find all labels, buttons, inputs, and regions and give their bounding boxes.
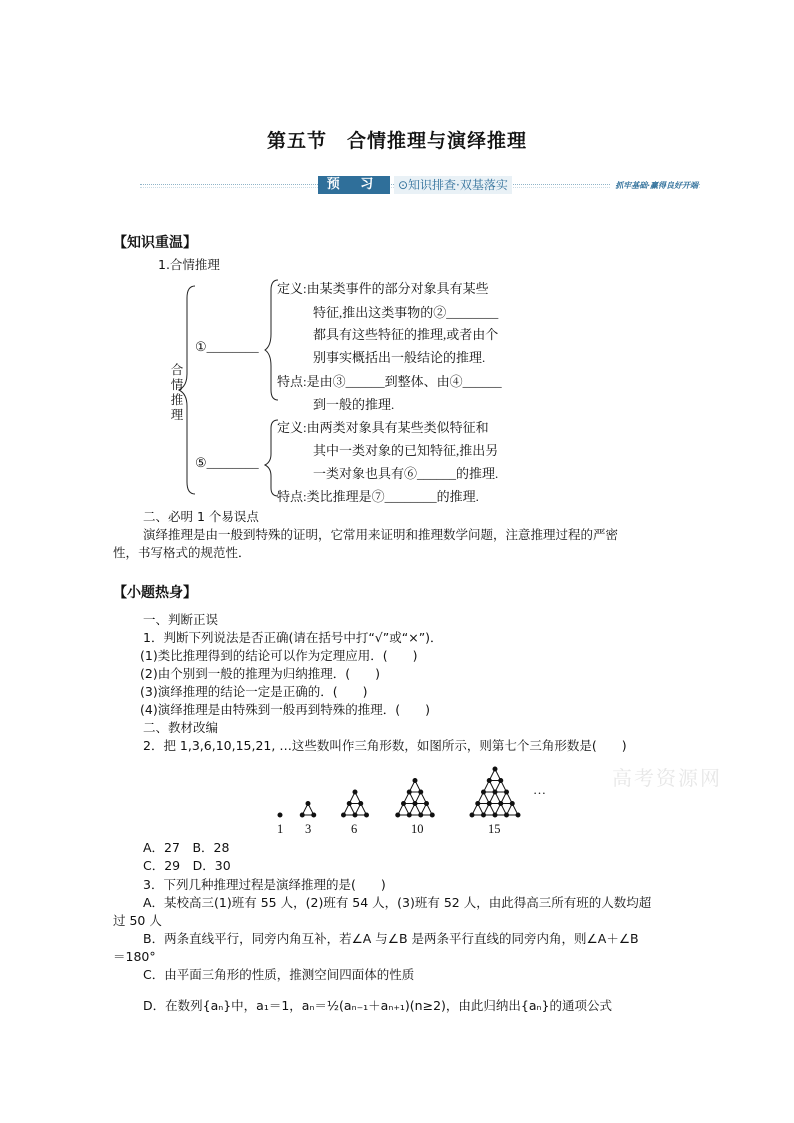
figure-label: 6 [351,822,358,836]
banner-slogan: 抓牢基础·赢得良好开端 [611,176,698,194]
lattice-dot [353,790,357,794]
section-banner [140,176,700,194]
knowledge-item1: 1.合情推理 [158,257,220,272]
q3-option-b: B．两条直线平行，同旁内角互补，若∠A 与∠B 是两条平行直线的同旁内角，则∠A＋∠B [143,931,639,946]
b2-def-line: 其中一类对象的已知特征,推出另 [313,443,499,458]
lattice-dot [342,813,346,817]
b1-def-line: 都具有这些特征的推理,或者由个 [313,327,499,342]
lattice-dot [499,779,503,783]
q1-item: (3)演绎推理的结论一定是正确的．( ) [140,684,368,699]
q3-option-c: C．由平面三角形的性质，推测空间四面体的性质 [143,967,415,982]
page-title: 第五节 合情推理与演绎推理 [266,130,527,152]
q1-item: (1)类比推理得到的结论可以作为定理应用．( ) [140,648,418,663]
lattice-dot [359,802,363,806]
lattice-dot [493,790,497,794]
q1-item: (4)演绎推理是由特殊到一般再到特殊的推理．( ) [140,702,430,717]
lattice-dot [407,813,411,817]
figure-label: 1 [277,822,284,836]
lattice-dot [413,802,417,806]
lattice-dot [413,779,417,783]
lattice-dot [419,813,423,817]
lattice-dot [419,790,423,794]
q3-option-a: A．某校高三(1)班有 55 人，(2)班有 54 人，(3)班有 52 人，由此得高三所有班的人数均超 [143,895,652,910]
b2-def-line: 一类对象也具有⑥______的推理. [313,466,499,481]
lattice-dot [476,802,480,806]
q1-item: (2)由个别到一般的推理为归纳推理．( ) [140,666,380,681]
figure-label: 3 [305,822,312,836]
q3-option-a-cont: 过 50 人 [113,913,162,928]
lattice-dot [493,767,497,771]
banner-subtitle: ⊙知识排查·双基落实 [394,176,512,194]
root-label: 合情推理 [170,362,184,422]
b2-def-line: 定义:由两类对象具有某些类似特征和 [277,420,489,435]
part2-title: 二、教材改编 [143,720,219,735]
q2-options: A．27 B．28 [143,840,230,855]
lattice-dot [499,802,503,806]
figure-ellipsis: … [533,782,546,797]
lattice-dot [516,813,520,817]
b1-feat-line: 到一般的推理. [313,397,395,412]
lattice-dot [505,790,509,794]
b1-def-line: 定义:由某类事件的部分对象具有某些 [277,281,489,296]
point2-line: 演绎推理是由一般到特殊的证明，它常用来证明和推理数学问题，注意推理过程的严密 [143,527,619,542]
b1-def-line: 别事实概括出一般结论的推理. [313,350,486,365]
q2-stem: 2．把 1,3,6,10,15,21, …这些数叫作三角形数，如图所示，则第七个三角形数是( ) [143,738,627,753]
lattice-dot [425,802,429,806]
lattice-dot [470,813,474,817]
lattice-dot [487,779,491,783]
q3-option-b-cont: ＝180° [113,949,156,964]
lattice-dot [396,813,400,817]
lattice-dot [407,790,411,794]
lattice-dot [365,813,369,817]
warmup-heading: 【小题热身】 [113,585,197,601]
lattice-dot [402,802,406,806]
knowledge-heading: 【知识重温】 [113,235,197,251]
lattice-dot [482,790,486,794]
lattice-dot [306,802,310,806]
lattice-dot [430,813,434,817]
lattice-dot [487,802,491,806]
q3-stem: 3．下列几种推理过程是演绎推理的是( ) [143,877,386,892]
watermark: 高考资源网 [612,766,722,790]
lattice-dot [493,813,497,817]
point2-line: 性，书写格式的规范性． [113,545,251,560]
lattice-dot [510,802,514,806]
branch1-label: ①________ [195,339,259,354]
lattice-dot [505,813,509,817]
part1-title: 一、判断正误 [143,612,219,627]
lattice-dot [353,813,357,817]
lattice-dot [482,813,486,817]
b1-feat-line: 特点:是由③______到整体、由④______ [277,374,502,389]
q1-stem: 1．判断下列说法是否正确(请在括号中打“√”或“×”)． [143,630,443,645]
lattice-dot [312,813,316,817]
figure-label: 15 [488,822,501,836]
q3-option-d: D．在数列{aₙ}中，a₁＝1，aₙ＝½(aₙ₋₁＋aₙ₊₁)(n≥2)，由此归纳出{aₙ}的通项公式 [143,998,612,1013]
b2-feat-line: 特点:类比推理是⑦________的推理. [277,489,479,504]
figure-label: 10 [411,822,424,836]
q2-options: C．29 D．30 [143,858,231,873]
branch2-label: ⑤________ [195,455,259,470]
b1-def-line: 特征,推出这类事物的②________ [313,305,499,320]
lattice-dot [300,813,304,817]
lattice-dot [347,802,351,806]
banner-badge: 预 习 [318,176,390,194]
point2-title: 二、必明 1 个易误点 [143,509,259,524]
lattice-dot [278,813,282,817]
